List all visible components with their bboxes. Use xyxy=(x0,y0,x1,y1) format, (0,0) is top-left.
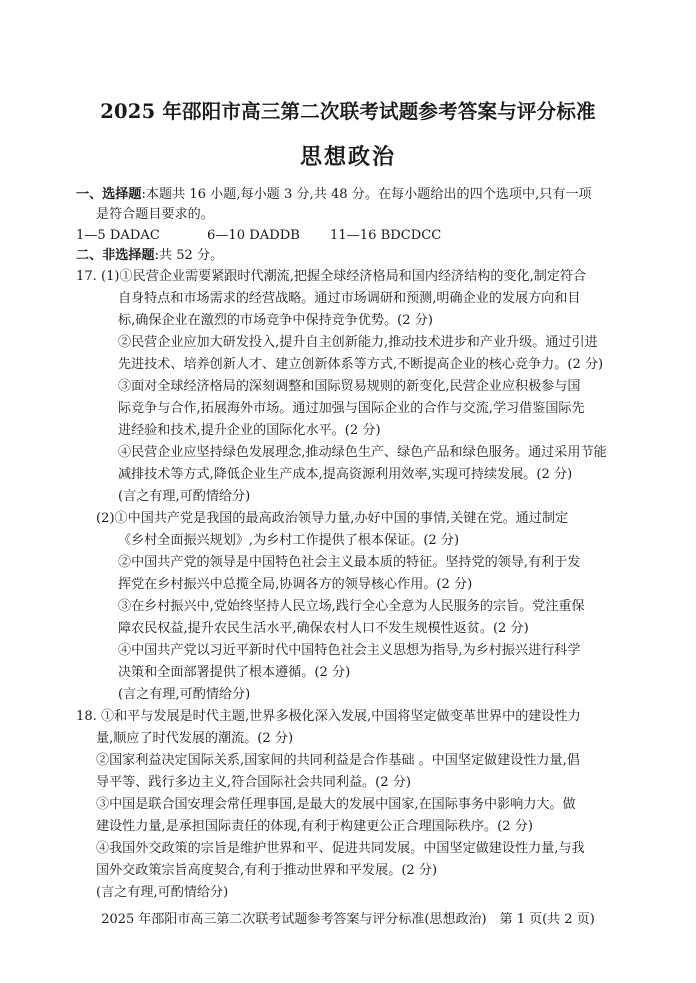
section1-heading: 一、选择题 xyxy=(76,187,142,202)
q17-line: 决策和全面部署提供了根本遵循。(2 分) xyxy=(118,665,351,680)
q18-line: 导平等、践行多边主义,符合国际社会共同利益。(2 分) xyxy=(96,775,411,790)
section1-line1 xyxy=(76,185,592,205)
q17-line: ③面对全球经济格局的深刻调整和国际贸易规则的新变化,民营企业应积极参与国 xyxy=(118,379,581,394)
q17-line: ④民营企业应坚持绿色发展理念,推动绿色生产、绿色产品和绿色服务。通过采用节能 xyxy=(118,445,607,460)
q17-line: 进经验和技术,提升企业的国际化水平。(2 分) xyxy=(118,423,381,438)
q17-line: 17. (1)①民营企业需要紧跟时代潮流,把握全球经济格局和国内经济结构的变化,制定符合 xyxy=(76,269,587,284)
q17-line: (言之有理,可酌情给分) xyxy=(118,489,251,504)
q18-line: 18. ①和平与发展是时代主题,世界多极化深入发展,中国将坚定做变革世界中的建设性力 xyxy=(76,709,581,724)
answer-group-6-10: 6—10 DADDB xyxy=(207,228,300,243)
page-footer: 2025 年邵阳市高三第二次联考试题参考答案与评分标准(思想政治) 第 1 页(共 2 页) xyxy=(101,912,595,927)
answer-group-11-16: 11—16 BDCDCC xyxy=(330,228,442,243)
q18-line: (言之有理,可酌情给分) xyxy=(96,885,229,900)
section2-heading: 二、非选择题 xyxy=(76,248,155,263)
section2-text: :共 52 分。 xyxy=(154,248,224,263)
q17-line: ②中国共产党的领导是中国特色社会主义最本质的特征。坚持党的领导,有利于发 xyxy=(118,555,581,570)
section1-line2: 是符合题目要求的。 xyxy=(96,207,214,222)
q17-line: 标,确保企业在激烈的市场竞争中保持竞争优势。(2 分) xyxy=(118,313,433,328)
subject-title: 思想政治 xyxy=(299,144,396,170)
section1-text: :本题共 16 小题,每小题 3 分,共 48 分。在每小题给出的四个选项中,只有一项 xyxy=(141,187,592,202)
q17-line: 自身特点和市场需求的经营战略。通过市场调研和预测,明确企业的发展方向和目 xyxy=(118,291,581,306)
q18-line: ④我国外交政策的宗旨是维护世界和平、促进共同发展。中国坚定做建设性力量,与我 xyxy=(96,841,585,856)
q18-line: ③中国是联合国安理会常任理事国,是最大的发展中国家,在国际事务中影响力大。做 xyxy=(96,797,576,812)
q17-line: ④中国共产党以习近平新时代中国特色社会主义思想为指导,为乡村振兴进行科学 xyxy=(118,643,581,658)
q17-line: 障农民权益,提升农民生活水平,确保农村人口不发生规模性返贫。(2 分) xyxy=(118,621,529,636)
q17-line: (言之有理,可酌情给分) xyxy=(118,687,251,702)
q17-line: (2)①中国共产党是我国的最高政治领导力量,办好中国的事情,关键在党。通过制定 xyxy=(96,511,569,526)
q17-line: 先进技术、培养创新人才、建立创新体系等方式,不断提高企业的核心竞争力。(2 分) xyxy=(118,357,604,372)
q18-line: 量,顺应了时代发展的潮流。(2 分) xyxy=(96,731,294,746)
q17-line: 减排技术等方式,降低企业生产成本,提高资源利用效率,实现可持续发展。(2 分) xyxy=(118,467,573,482)
section2-line xyxy=(76,246,223,266)
q17-line: 《乡村全面振兴规划》,为乡村工作提供了根本保证。(2 分) xyxy=(118,533,460,548)
q17-line: 际竞争与合作,拓展海外市场。通过加强与国际企业的合作与交流,学习借鉴国际先 xyxy=(118,401,585,416)
q18-line: ②国家利益决定国际关系,国家间的共同利益是合作基础 。中国坚定做建设性力量,倡 xyxy=(96,753,580,768)
answer-group-1-5: 1—5 DADAC xyxy=(76,228,160,243)
q17-line: ③在乡村振兴中,党始终坚持人民立场,践行全心全意为人民服务的宗旨。党注重保 xyxy=(118,599,585,614)
q17-line: ②民营企业应加大研发投入,提升自主创新能力,推动技术进步和产业升级。通过引进 xyxy=(118,335,598,350)
q17-line: 挥党在乡村振兴中总揽全局,协调各方的领导核心作用。(2 分) xyxy=(118,577,473,592)
q18-line: 国外交政策宗旨高度契合,有利于推动世界和平发展。(2 分) xyxy=(96,863,438,878)
q18-line: 建设性力量,是承担国际责任的体现,有利于构建更公正合理国际秩序。(2 分) xyxy=(96,819,533,834)
document-title: 2025 年邵阳市高三第二次联考试题参考答案与评分标准 xyxy=(100,100,596,123)
